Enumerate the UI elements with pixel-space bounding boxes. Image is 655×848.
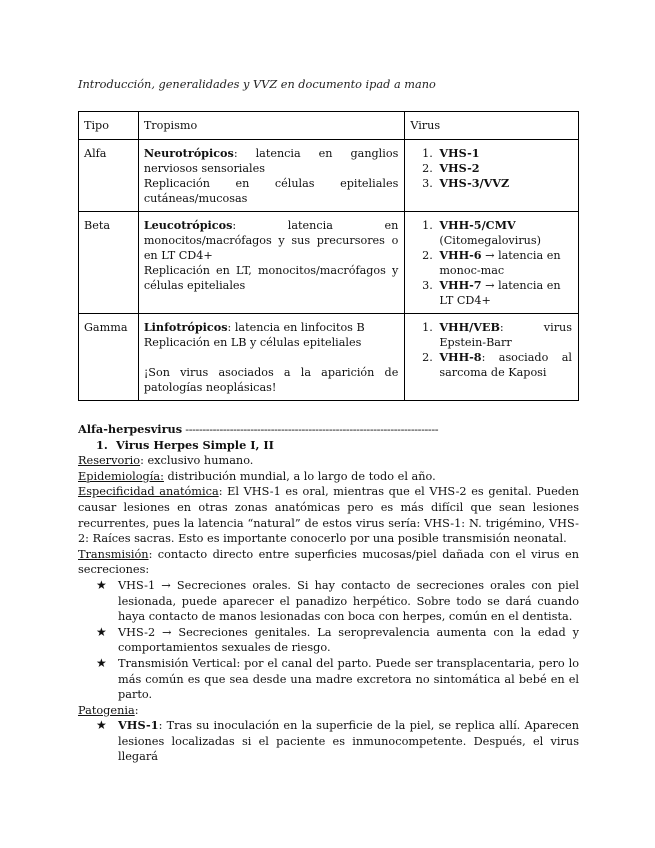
row-tropismo [138, 314, 405, 401]
bullet-text: Transmisión Vertical: por el canal del parto. Puede ser transplacentaria, pero lo más común es que sea desde una madre excretora no sintomática al bebé en el parto. [118, 656, 579, 702]
epidemiologia-label: Epidemiología: [78, 469, 164, 483]
tropism-latency [144, 146, 399, 176]
list-item [78, 578, 579, 625]
virus-item [436, 218, 572, 248]
virus-item [436, 320, 572, 350]
row-tropismo [138, 212, 405, 314]
list-item [78, 625, 579, 656]
virus-item [436, 161, 572, 176]
list-item [78, 718, 579, 765]
tropism-type: Leucotrópicos [143, 218, 233, 232]
virus-name: VHH/VEB [439, 320, 500, 334]
bullet-text [118, 718, 579, 765]
subsection-heading [78, 438, 579, 454]
herpes-classification-table [78, 111, 579, 401]
tropism-replication: Replicación en LT, monocitos/macrófagos y células epiteliales [143, 264, 399, 292]
especificidad-paragraph [78, 484, 579, 546]
tropism-note: ¡Son virus asociados a la aparición de patologías neoplásicas! [143, 366, 399, 394]
virus-name: VHH-8 [439, 350, 482, 364]
virus-note: → latencia en monoc-mac [439, 249, 561, 277]
epidemiologia-text: distribución mundial, a lo largo de todo el año. [163, 469, 436, 483]
tropism-latency [144, 218, 399, 263]
virus-list [410, 218, 572, 308]
patogenia-paragraph [78, 703, 579, 719]
especificidad-text: : El VHS-1 es oral, mientras que el VHS-2 es genital. Pueden causar lesiones en otras zonas anatómicas pero es más difícil que sean lesiones recurrentes, pues la latencia “natural” de estos virus sería: VHS-1: N. trigémino, VHS-2: Raíces sacras. Esto es importante conocerlo por una posible transmisión neonatal. [78, 485, 579, 546]
intro-note: Introducción, generalidades y VVZ en documento ipad a mano [78, 78, 436, 91]
virus-name: VHH-6 [439, 248, 482, 262]
star-bullet-icon: ★ [96, 655, 107, 670]
star-bullet-icon: ★ [96, 577, 107, 592]
row-tipo: Alfa [79, 140, 139, 212]
tropism-replication: Replicación en células epiteliales cutáneas/mucosas [143, 177, 399, 205]
virus-name: VHS-1 [439, 146, 480, 160]
bullet-text: VHS-2 → Secreciones genitales. La seroprevalencia aumenta con la edad y comportamientos sexuales de riesgo. [118, 625, 579, 655]
star-bullet-icon: ★ [96, 624, 107, 639]
virus-item [436, 248, 572, 278]
especificidad-label: Especificidad anatómica [78, 485, 219, 499]
epidemiologia-paragraph [78, 469, 579, 485]
virus-note: → latencia en LT CD4+ [439, 279, 561, 307]
spacer [144, 350, 399, 365]
section-heading [78, 422, 579, 438]
bullet-bold: VHS-1 [118, 718, 159, 733]
row-tropismo [138, 140, 405, 212]
reservorio-text: : exclusivo humano. [140, 454, 254, 468]
row-virus [405, 212, 579, 314]
virus-item [436, 350, 572, 380]
virus-item [436, 176, 572, 191]
header-tropismo: Tropismo [138, 112, 405, 140]
section-title: Alfa-herpesvirus [78, 422, 183, 436]
patogenia-colon: : [134, 703, 139, 717]
reservorio-paragraph [78, 453, 579, 469]
star-bullet-icon: ★ [96, 718, 107, 733]
virus-name: VHH-5/CMV [439, 218, 516, 232]
tropism-latency-text: : latencia en ganglios nerviosos sensoriales [143, 147, 399, 175]
row-virus [405, 314, 579, 401]
section-divider: -------------------------------------------------------------------------- [182, 423, 439, 436]
virus-note: : virus Epstein-Barr [439, 321, 572, 349]
subsection-number: 1. [96, 437, 108, 452]
document-body [78, 422, 579, 765]
virus-list [410, 146, 572, 191]
virus-list [410, 320, 572, 380]
tropism-latency-text: : latencia en monocitos/macrófagos y sus precursores o en LT CD4+ [143, 219, 399, 262]
virus-note: : asociado al sarcoma de Kaposi [439, 351, 572, 379]
virus-item [436, 146, 572, 161]
bullet-text: VHS-1 → Secreciones orales. Si hay contacto de secreciones orales con piel lesionada, puede aparecer el panadizo herpético. Sobre todo se dará cuando haya contacto de manos lesionadas con boca con herpes, común en el dentista. [118, 578, 579, 624]
virus-note: (Citomegalovirus) [439, 234, 541, 247]
transmision-paragraph [78, 547, 579, 578]
row-tipo: Beta [79, 212, 139, 314]
transmision-label: Transmisión [78, 547, 149, 561]
transmision-text: : contacto directo entre superficies mucosas/piel dañada con el virus en secreciones: [78, 547, 579, 577]
bullet-rest: : Tras su inoculación en la superficie de la piel, se replica allí. Aparecen lesiones localizadas si el paciente es inmunocompetente. Después, el virus llegará [118, 719, 579, 764]
tropism-latency [144, 320, 399, 335]
tropism-latency-text: : latencia en linfocitos B [227, 321, 365, 334]
reservorio-label: Reservorio [78, 454, 141, 468]
table-row [79, 140, 579, 212]
row-virus [405, 140, 579, 212]
table-row [79, 314, 579, 401]
patogenia-label: Patogenia [78, 703, 135, 717]
virus-name: VHS-3/VVZ [439, 176, 510, 190]
tropism-replication: Replicación en LB y células epiteliales [143, 336, 362, 349]
header-virus: Virus [405, 112, 579, 140]
row-tipo: Gamma [79, 314, 139, 401]
subsection-title: Virus Herpes Simple I, II [116, 437, 274, 452]
list-item [78, 656, 579, 703]
virus-item [436, 278, 572, 308]
header-tipo: Tipo [79, 112, 139, 140]
table-row [79, 212, 579, 314]
virus-name: VHS-2 [439, 161, 480, 175]
tropism-type: Neurotrópicos [143, 146, 234, 160]
table-header-row [79, 112, 579, 140]
virus-name: VHH-7 [439, 278, 482, 292]
tropism-type: Linfotrópicos [143, 320, 228, 334]
